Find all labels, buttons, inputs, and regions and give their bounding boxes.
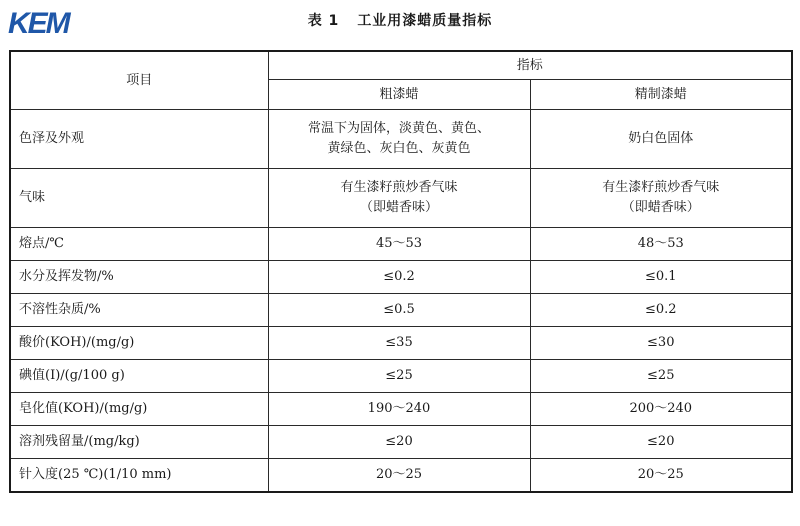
table-row — [10, 169, 792, 228]
table-row — [10, 459, 792, 493]
row-crude — [268, 169, 530, 228]
table-row — [10, 393, 792, 426]
row-crude: ≤35 — [268, 327, 530, 360]
quality-spec-table — [9, 50, 793, 493]
table-row — [10, 360, 792, 393]
cell-line: （即蜡香味） — [621, 200, 700, 215]
table-title — [0, 10, 800, 30]
row-refined — [530, 169, 792, 228]
header-row-1 — [10, 51, 792, 80]
row-item: 溶剂残留量/(mg/kg) — [10, 426, 268, 459]
row-refined — [530, 110, 792, 169]
row-item: 气味 — [10, 169, 268, 228]
row-refined: ≤20 — [530, 426, 792, 459]
row-crude: ≤25 — [268, 360, 530, 393]
row-refined: ≤30 — [530, 327, 792, 360]
row-crude: ≤0.2 — [268, 261, 530, 294]
table-row — [10, 110, 792, 169]
row-crude: 45～53 — [268, 228, 530, 261]
cell-line: 有生漆籽煎炒香气味 — [602, 180, 720, 195]
cell-line: 常温下为固体，淡黄色、黄色、 — [307, 121, 490, 136]
cell-line: 黄绿色、灰白色、灰黄色 — [327, 141, 471, 156]
table-row — [10, 228, 792, 261]
header-crude: 粗漆蜡 — [268, 80, 530, 110]
cell-line: 有生漆籽煎炒香气味 — [340, 180, 458, 195]
row-item: 碘值(I)/(g/100 g) — [10, 360, 268, 393]
row-item: 酸价(KOH)/(mg/g) — [10, 327, 268, 360]
table-number: 表 1 — [307, 13, 340, 29]
row-item: 水分及挥发物/% — [10, 261, 268, 294]
row-refined: ≤0.2 — [530, 294, 792, 327]
row-crude: ≤0.5 — [268, 294, 530, 327]
table-title-text: 工业用漆蜡质量指标 — [357, 13, 493, 29]
row-refined: 20～25 — [530, 459, 792, 493]
row-crude — [268, 110, 530, 169]
row-item: 色泽及外观 — [10, 110, 268, 169]
table-row — [10, 426, 792, 459]
header-item: 项目 — [10, 51, 268, 110]
header-indicator: 指标 — [268, 51, 792, 80]
row-crude: 190～240 — [268, 393, 530, 426]
table-row — [10, 294, 792, 327]
row-refined: 48～53 — [530, 228, 792, 261]
table-row — [10, 327, 792, 360]
row-item: 皂化值(KOH)/(mg/g) — [10, 393, 268, 426]
svg-text:KEM: KEM — [8, 7, 69, 40]
row-refined: ≤25 — [530, 360, 792, 393]
cell-line: （即蜡香味） — [359, 200, 438, 215]
row-refined: 200～240 — [530, 393, 792, 426]
row-item: 针入度(25 ℃)(1/10 mm) — [10, 459, 268, 493]
row-crude: 20～25 — [268, 459, 530, 493]
row-refined: ≤0.1 — [530, 261, 792, 294]
table-row — [10, 261, 792, 294]
row-item: 不溶性杂质/% — [10, 294, 268, 327]
header-refined: 精制漆蜡 — [530, 80, 792, 110]
row-crude: ≤20 — [268, 426, 530, 459]
row-item: 熔点/℃ — [10, 228, 268, 261]
cell-line: 奶白色固体 — [628, 131, 694, 146]
